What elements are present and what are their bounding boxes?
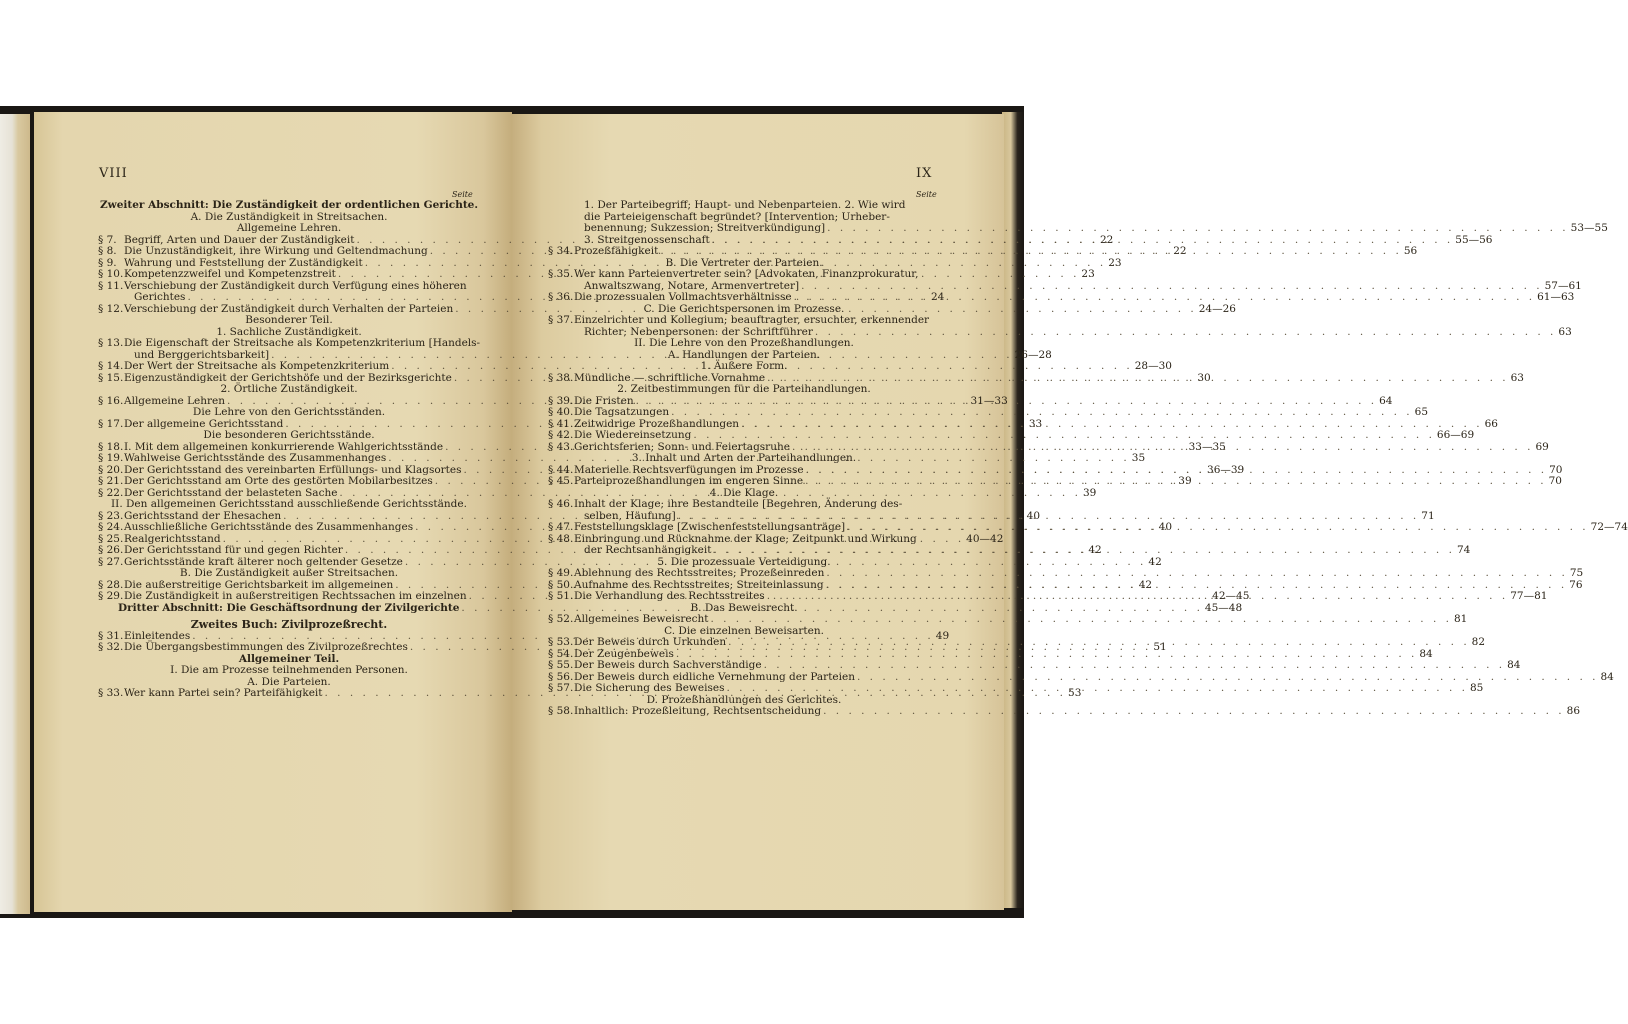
page-number: 40—42: [966, 532, 1004, 545]
entry-title: Wer kann Parteienvertreter sein? [Advokaten, Finanzprokuratur,: [574, 268, 919, 280]
paragraph-number: § 18.: [98, 440, 124, 453]
toc-entry: [548, 222, 1608, 235]
page-number: 51: [1153, 641, 1167, 653]
entry-title: Der Gerichtsstand der belasteten Sache: [124, 486, 338, 499]
entry-title: Die prozessualen Vollmachtsverhältnisse: [574, 291, 792, 303]
entry-title: Anwaltszwang, Notare, Armenvertreter]: [584, 279, 800, 292]
entry-title: Realgerichtsstand: [124, 532, 221, 545]
toc-entry: [548, 613, 1468, 626]
page-number: 30: [1197, 371, 1211, 384]
toc-entry: [548, 429, 1475, 442]
paragraph-number: § 56.: [548, 670, 574, 683]
page-number: 40: [1158, 521, 1173, 533]
section-heading: C. Die einzelnen Beweisarten.: [664, 624, 824, 637]
section-heading: 2. Zeitbestimmungen für die Parteihandlungen.: [617, 383, 871, 395]
entry-title: Gerichtsstände kraft älterer noch geltender Gesetze: [124, 555, 403, 568]
entry-title: Der Gerichtsstand am Orte des gestörten Mobilarbesitzes: [124, 475, 433, 487]
leader-dots: [713, 545, 1455, 557]
leader-dots: [660, 246, 1402, 258]
entry-title: Der Wert der Streitsache als Kompetenzkriterium: [124, 360, 390, 372]
paragraph-number: § 38.: [548, 371, 574, 384]
paragraph-number: § 44.: [548, 463, 574, 476]
section-heading: 4. Die Klage.: [709, 486, 779, 499]
leader-dots: [826, 568, 1568, 580]
section-heading: A. Die Parteien.: [247, 675, 331, 688]
section-heading: 5. Die prozessuale Verteidigung.: [657, 555, 831, 568]
entry-title: Die Fristen: [574, 394, 634, 407]
paragraph-number: § 8.: [98, 245, 117, 257]
paragraph-number: § 46.: [548, 498, 574, 510]
paragraph-number: § 9.: [98, 256, 117, 269]
paragraph-number: § 23.: [98, 509, 124, 522]
entry-title: Ablehnung des Rechtsstreites; Prozeßeinreden: [574, 567, 825, 579]
page-number: 70: [1549, 463, 1563, 476]
entry-title: 3. Streitgenossenschaft: [584, 233, 710, 246]
paragraph-number: § 12.: [98, 302, 124, 315]
section-heading: 3. Inhalt und Arten der Parteihandlungen.: [631, 452, 857, 464]
page-number: 33—35: [1188, 440, 1226, 453]
entry-title: 1. Der Parteibegriff; Haupt- und Nebenparteien. 2. Wie wird: [584, 199, 906, 211]
entry-title: Allgemeine Lehren: [124, 394, 226, 407]
section-heading: 1. Sachliche Zuständigkeit.: [216, 325, 362, 338]
entry-title: I. Mit dem allgemeinen konkurrierende Wahlgerichtsstände: [124, 440, 444, 453]
page-number: 84: [1600, 670, 1614, 683]
paragraph-number: § 28.: [98, 578, 124, 591]
paragraph-number: § 33.: [98, 687, 124, 699]
page-number: 84: [1507, 659, 1521, 671]
entry-title: Allgemeines Beweisrecht: [574, 613, 709, 625]
page-number: 82: [1471, 636, 1486, 648]
entry-title: Der Gerichtsstand des vereinbarten Erfüllungs- und Klagsortes: [124, 463, 462, 476]
section-heading: Allgemeine Lehren.: [236, 222, 342, 234]
entry-title: Gerichtes: [134, 291, 186, 303]
leader-dots: [792, 442, 1534, 454]
section-heading: A. Die Zuständigkeit in Streitsachen.: [190, 210, 388, 223]
paragraph-number: § 43.: [548, 440, 574, 453]
entry-title: und Berggerichtsbarkeit]: [134, 348, 270, 361]
entry-title: die Parteieigenschaft begründet? [Intervention; Urheber-: [584, 210, 890, 223]
entry-title: Ausschließliche Gerichtsstände des Zusammenhanges: [124, 521, 414, 533]
leader-dots: [847, 522, 1589, 534]
paragraph-number: § 39.: [548, 394, 574, 407]
paragraph-number: § 21.: [98, 475, 124, 487]
entry-title: Die Wiedereinsetzung: [574, 429, 692, 441]
page-number: 39: [1082, 486, 1097, 499]
entry-title: Die Verhandlung des Rechtsstreites: [574, 590, 765, 602]
section-heading: Besonderer Teil.: [245, 314, 333, 326]
section-heading: 1. Äußere Form.: [700, 360, 788, 372]
section-heading: A. Handlungen der Parteien.: [667, 348, 821, 361]
page-number: 69: [1535, 440, 1549, 453]
page-number: 71: [1421, 509, 1435, 522]
page-number: 31—33: [970, 394, 1008, 407]
paragraph-number: § 15.: [98, 371, 124, 384]
paragraph-number: § 17.: [98, 417, 124, 430]
paragraph-number: § 58.: [548, 705, 574, 717]
paragraph-number: § 19.: [98, 452, 124, 464]
entry-title: Wahrung und Feststellung der Zuständigkeit: [124, 256, 363, 269]
leader-dots: [823, 706, 1565, 718]
paragraph-number: § 7.: [98, 233, 117, 246]
page-number: 84: [1419, 647, 1433, 660]
entry-title: Der Beweis durch Urkunden: [574, 636, 727, 648]
page-number: 65: [1414, 406, 1429, 418]
entry-title: Die außerstreitige Gerichtsbarkeit im allgemeinen: [124, 578, 394, 591]
page-number: 61—63: [1537, 291, 1575, 303]
leader-dots: [767, 373, 1509, 385]
entry-title: Die Tagsatzungen: [574, 406, 670, 418]
page-number: 55—56: [1455, 233, 1493, 246]
paragraph-number: § 13.: [98, 337, 124, 349]
paragraph-number: § 54.: [548, 647, 574, 660]
page-number: 22: [1173, 245, 1187, 257]
entry-title: Richter; Nebenpersonen: der Schriftführer: [584, 325, 813, 338]
entry-title: der Rechtsanhängigkeit: [584, 544, 712, 556]
paragraph-number: § 35.: [548, 268, 574, 280]
leader-dots: [805, 476, 1547, 488]
entry-title: Inhaltlich: Prozeßleitung, Rechtsentscheidung: [574, 705, 822, 717]
entry-title: Einbringung und Rücknahme der Klage; Zeitpunkt und Wirkung: [574, 532, 917, 545]
page-edges-left: [0, 114, 30, 914]
toc-entry: [548, 567, 1584, 580]
leader-dots: [827, 223, 1569, 235]
page-number: 53: [1068, 687, 1082, 699]
section-heading: 2. Örtliche Zuständigkeit.: [220, 383, 358, 395]
entry-title: Gerichtsstand der Ehesachen: [124, 509, 282, 522]
paragraph-number: § 11.: [98, 279, 124, 292]
page-number: 85: [1470, 682, 1484, 694]
paragraph-number: § 53.: [548, 636, 574, 648]
page-number: 23: [1081, 268, 1095, 280]
section-heading: II. Die Lehre von den Prozeßhandlungen.: [634, 337, 854, 349]
paragraph-number: § 51.: [548, 590, 574, 602]
section-heading-bold: Zweiter Abschnitt: Die Zuständigkeit der ordentlichen Gerichte.: [99, 199, 479, 211]
page-number: 23: [1108, 256, 1122, 269]
page-number: 49: [935, 629, 950, 642]
page-number: 63: [1558, 325, 1572, 338]
entry-title: Einzelrichter und Kollegium; beauftragter, ersuchter, erkennender: [574, 314, 930, 326]
page-number: 42: [1088, 544, 1102, 556]
page-number: 26—28: [1014, 348, 1052, 361]
section-heading-bold: Allgemeiner Teil.: [238, 652, 340, 665]
paragraph-number: § 55.: [548, 659, 574, 671]
page-number: 70: [1548, 475, 1562, 487]
paragraph-number: § 29.: [98, 590, 124, 602]
toc-entry: [548, 406, 1429, 419]
paragraph-number: § 20.: [98, 463, 124, 476]
entry-title: Begriff, Arten und Dauer der Zuständigkeit: [124, 233, 355, 246]
paragraph-number: § 47.: [548, 521, 574, 533]
entry-title: benennung; Sukzession; Streitverkündigung]: [584, 222, 826, 234]
book-heading: Zweites Buch: Zivilprozeßrecht.: [190, 618, 388, 631]
leader-dots: [815, 327, 1557, 339]
entry-title: Mündliche — schriftliche Vornahme: [574, 371, 766, 384]
page-number: 57—61: [1544, 279, 1582, 292]
entry-title: Wer kann Partei sein? Parteifähigkeit: [124, 687, 323, 699]
entry-title: Zeitwidrige Prozeßhandlungen: [574, 417, 740, 430]
entry-title: selben, Häufung]: [584, 509, 676, 522]
toc-entry: [548, 269, 940, 281]
paragraph-number: § 41.: [548, 417, 574, 430]
entry-title: Der Beweis durch Sachverständige: [574, 659, 762, 671]
paragraph-number: § 22.: [98, 486, 124, 499]
section-heading: II. Den allgemeinen Gerichtsstand ausschließende Gerichtsstände.: [111, 498, 467, 510]
paragraph-number: § 26.: [98, 544, 124, 556]
page-number: 72—74: [1590, 521, 1628, 533]
entry-title: Der Beweis durch eidliche Vernehmung der Parteien: [574, 670, 855, 683]
entry-title: Der allgemeine Gerichtsstand: [124, 417, 284, 430]
section-heading: Die Lehre von den Gerichtsständen.: [192, 406, 386, 418]
page-number: 24—26: [1198, 302, 1236, 315]
entry-title: Materielle Rechtsverfügungen im Prozesse: [574, 463, 804, 476]
toc-entry: [548, 200, 940, 212]
paragraph-number: § 36.: [548, 291, 574, 303]
entry-title: Prozeßfähigkeit: [574, 245, 659, 257]
paragraph-number: § 31.: [98, 629, 124, 642]
page-number: 74: [1456, 544, 1471, 556]
page-number: 33: [1028, 417, 1043, 430]
paragraph-number: § 52.: [548, 613, 574, 625]
page-number: 86: [1566, 705, 1581, 717]
toc-entry: [548, 659, 1521, 672]
entry-title: Die Sicherung des Beweises: [574, 682, 725, 694]
paragraph-number: § 16.: [98, 394, 124, 407]
entry-title: Eigenzuständigkeit der Gerichtshöfe und der Bezirksgerichte: [124, 371, 452, 384]
entry-title: Kompetenzzweifel und Kompetenzstreit: [124, 268, 336, 280]
entry-title: Verschiebung der Zuständigkeit durch Verhalten der Parteien: [124, 302, 454, 315]
paragraph-number: § 49.: [548, 567, 574, 579]
page-number: 66—69: [1436, 429, 1475, 441]
page-number: 42: [1138, 578, 1153, 591]
entry-title: Gerichtsferien; Sonn- und Feiertagsruhe: [574, 440, 790, 453]
page-number: 36—39: [1207, 463, 1245, 476]
right-folio: IX: [916, 166, 933, 181]
entry-title: Die Übergangsbestimmungen des Zivilprozeßrechtes: [124, 641, 408, 653]
leader-dots: [764, 660, 1506, 672]
paragraph-number: § 24.: [98, 521, 124, 533]
left-folio: VIII: [99, 166, 128, 181]
paragraph-number: § 48.: [548, 532, 574, 545]
page-number: 66: [1484, 417, 1498, 430]
paragraph-number: § 37.: [548, 314, 574, 326]
paragraph-number: § 32.: [98, 641, 124, 653]
entry-title: Der Gerichtsstand für und gegen Richter: [124, 544, 343, 556]
toc-entry: [548, 291, 1575, 304]
section-heading: Die besonderen Gerichtsstände.: [203, 429, 375, 441]
entry-title: Feststellungsklage [Zwischenfeststellungsanträge]: [574, 521, 846, 533]
entry-title: Einleitendes: [124, 629, 191, 642]
page-number: 28—30: [1134, 360, 1172, 372]
section-heading: D. Prozeßhandlungen des Gerichtes.: [646, 693, 842, 706]
paragraph-number: § 25.: [98, 532, 124, 545]
paragraph-number: § 34.: [548, 245, 574, 257]
entry-title: Die Unzuständigkeit, ihre Wirkung und Geltendmachung: [124, 245, 428, 257]
page-number: 53—55: [1570, 222, 1608, 234]
entry-title: Die Eigenschaft der Streitsache als Kompetenzkriterium [Handels-: [124, 337, 481, 349]
entry-title: Verschiebung der Zuständigkeit durch Verfügung eines höheren: [124, 279, 467, 292]
section-heading: C. Die Gerichtspersonen im Prozesse.: [643, 302, 845, 315]
page-number: 75: [1569, 567, 1584, 579]
right-seite-label: Seite: [916, 190, 937, 199]
paragraph-number: § 42.: [548, 429, 574, 441]
toc-entry: [548, 315, 940, 327]
paragraph-number: § 57.: [548, 682, 574, 694]
page-number: 22: [1099, 233, 1114, 246]
toc-entry: [548, 499, 940, 511]
entry-title: Parteiprozeßhandlungen im engeren Sinne: [574, 475, 804, 487]
page-number: 45—48: [1204, 601, 1243, 614]
page-number: 24: [930, 291, 945, 303]
leader-dots: [726, 683, 1468, 695]
leader-dots: [728, 637, 1470, 649]
paragraph-number: § 27.: [98, 555, 124, 568]
paragraph-number: § 10.: [98, 268, 124, 280]
entry-title: Wahlweise Gerichtsstände des Zusammenhanges: [124, 452, 387, 464]
page-number: 81: [1453, 613, 1468, 625]
paragraph-number: § 45.: [548, 475, 574, 487]
paragraph-number: § 50.: [548, 578, 574, 591]
paragraph-number: § 14.: [98, 360, 124, 372]
leader-dots: [767, 591, 1509, 603]
entry-title: Aufnahme des Rechtsstreites; Streiteinlassung: [574, 578, 824, 591]
page-number: 76: [1569, 578, 1583, 591]
paragraph-number: § 40.: [548, 406, 574, 418]
entry-title: Die Zuständigkeit in außerstreitigen Rechtssachen im einzelnen: [124, 590, 467, 602]
toc-entry: [98, 338, 480, 350]
page-number: 56: [1403, 245, 1418, 257]
leader-dots: [794, 292, 1536, 304]
page-number: 64: [1379, 394, 1393, 407]
page-number: 42—45: [1212, 590, 1250, 602]
section-heading: I. Die am Prozesse teilnehmenden Personen.: [170, 664, 408, 676]
leader-dots: [710, 614, 1452, 626]
left-seite-label: Seite: [452, 190, 473, 199]
page-number: 40: [1026, 509, 1041, 522]
section-heading: B. Das Beweisrecht.: [690, 601, 798, 614]
page-number: 42: [1148, 555, 1162, 568]
section-heading: B. Die Vertreter der Parteien.: [665, 256, 823, 269]
page-number: 77—81: [1510, 590, 1548, 602]
entry-title: Inhalt der Klage; ihre Bestandteile [Begehren, Änderung des-: [574, 498, 903, 510]
leader-dots: [693, 430, 1435, 442]
entry-title: Der Zeugenbeweis: [574, 647, 674, 660]
section-heading: B. Die Zuständigkeit außer Streitsachen.: [179, 567, 399, 579]
page-number: 39: [1178, 475, 1192, 487]
leader-dots: [671, 407, 1413, 419]
page-number: 35: [1131, 452, 1146, 464]
toc-entry: [548, 705, 1581, 718]
page-number: 63: [1510, 371, 1524, 384]
entry-title: Dritter Abschnitt: Die Geschäftsordnung der Zivilgerichte: [118, 601, 460, 614]
